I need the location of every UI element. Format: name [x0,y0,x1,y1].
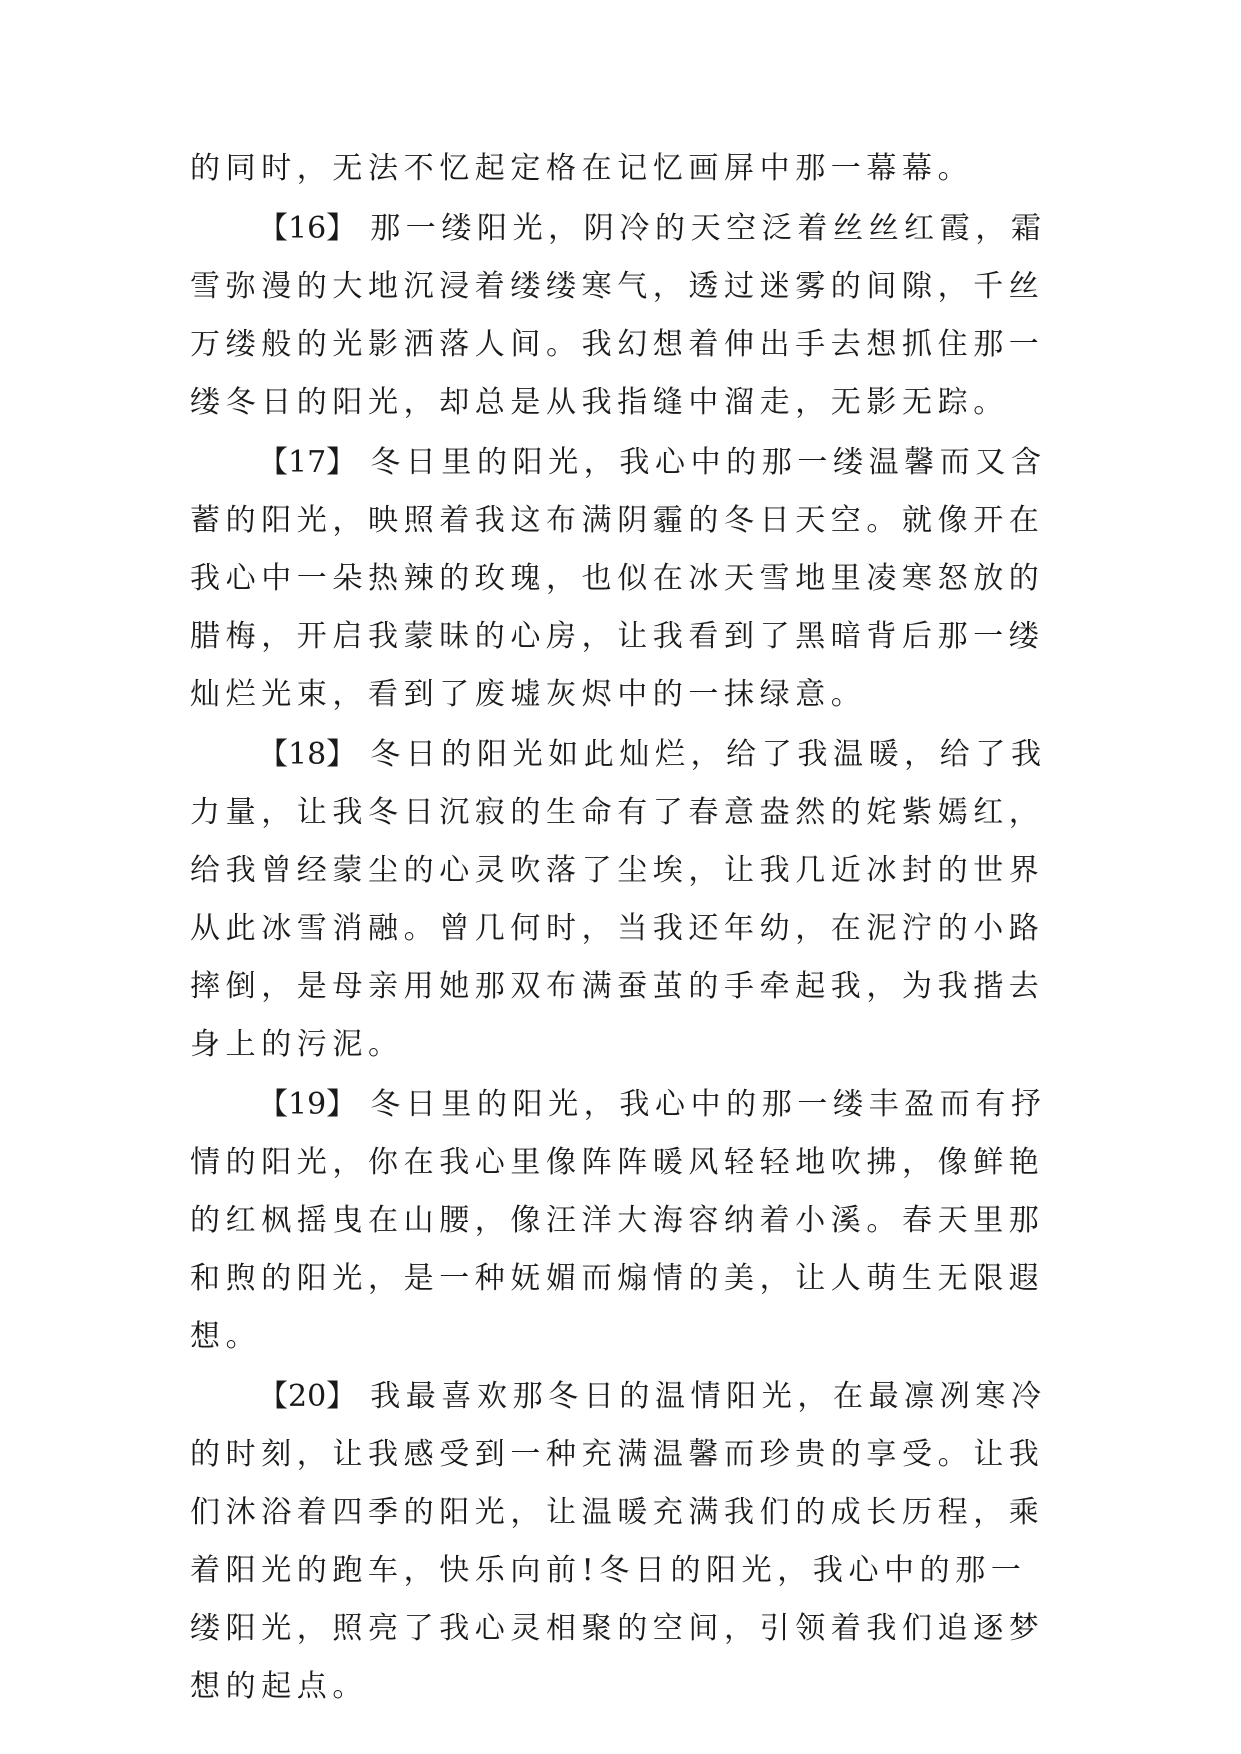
paragraph-number: 【16】 [258,211,357,246]
paragraph-text: 的同时，无法不忆起定格在记忆画屏中那一幕幕。 [190,151,974,186]
paragraph-18 [190,726,1060,1074]
paragraph-number: 【18】 [258,737,357,772]
paragraph-number: 【17】 [258,445,357,480]
paragraph-20 [190,1368,1060,1716]
body-text [190,140,1060,1718]
paragraph-text: 那一缕阳光，阴冷的天空泛着丝丝红霞，霜雪弥漫的大地沉浸着缕缕寒气，透过迷雾的间隙，千丝万缕般的光影洒落人间。我幻想着伸出手去想抓住那一缕冬日的阳光，却总是从我指缝中溜走，无影无踪。 [190,211,1047,420]
paragraph-text: 冬日里的阳光，我心中的那一缕温馨而又含蓄的阳光，映照着我这布满阴霾的冬日天空。就像开在我心中一朵热辣的玫瑰，也似在冰天雪地里凌寒怒放的腊梅，开启我蒙昧的心房，让我看到了黑暗背后那一缕灿烂光束，看到了废墟灰烬中的一抹绿意。 [190,445,1047,712]
paragraph-number: 【19】 [258,1087,357,1122]
paragraph-text: 冬日的阳光如此灿烂，给了我温暖，给了我力量，让我冬日沉寂的生命有了春意盎然的姹紫嫣红，给我曾经蒙尘的心灵吹落了尘埃，让我几近冰封的世界从此冰雪消融。曾几何时，当我还年幼，在泥泞的小路摔倒，是母亲用她那双布满蚕茧的手牵起我，为我揩去身上的污泥。 [190,737,1047,1062]
paragraph-19 [190,1076,1060,1366]
paragraph-continuation [190,140,1060,198]
paragraph-number: 【20】 [258,1379,357,1414]
paragraph-16 [190,200,1060,432]
paragraph-text: 冬日里的阳光，我心中的那一缕丰盈而有抒情的阳光，你在我心里像阵阵暖风轻轻地吹拂，像鲜艳的红枫摇曳在山腰，像汪洋大海容纳着小溪。春天里那和煦的阳光，是一种妩媚而煽情的美，让人萌生无限遐想。 [190,1087,1047,1354]
paragraph-text: 我最喜欢那冬日的温情阳光，在最凛冽寒冷的时刻，让我感受到一种充满温馨而珍贵的享受。让我们沐浴着四季的阳光，让温暖充满我们的成长历程，乘着阳光的跑车，快乐向前!冬日的阳光，我心中的那一缕阳光，照亮了我心灵相聚的空间，引领着我们追逐梦想的起点。 [190,1379,1047,1704]
paragraph-17 [190,434,1060,724]
